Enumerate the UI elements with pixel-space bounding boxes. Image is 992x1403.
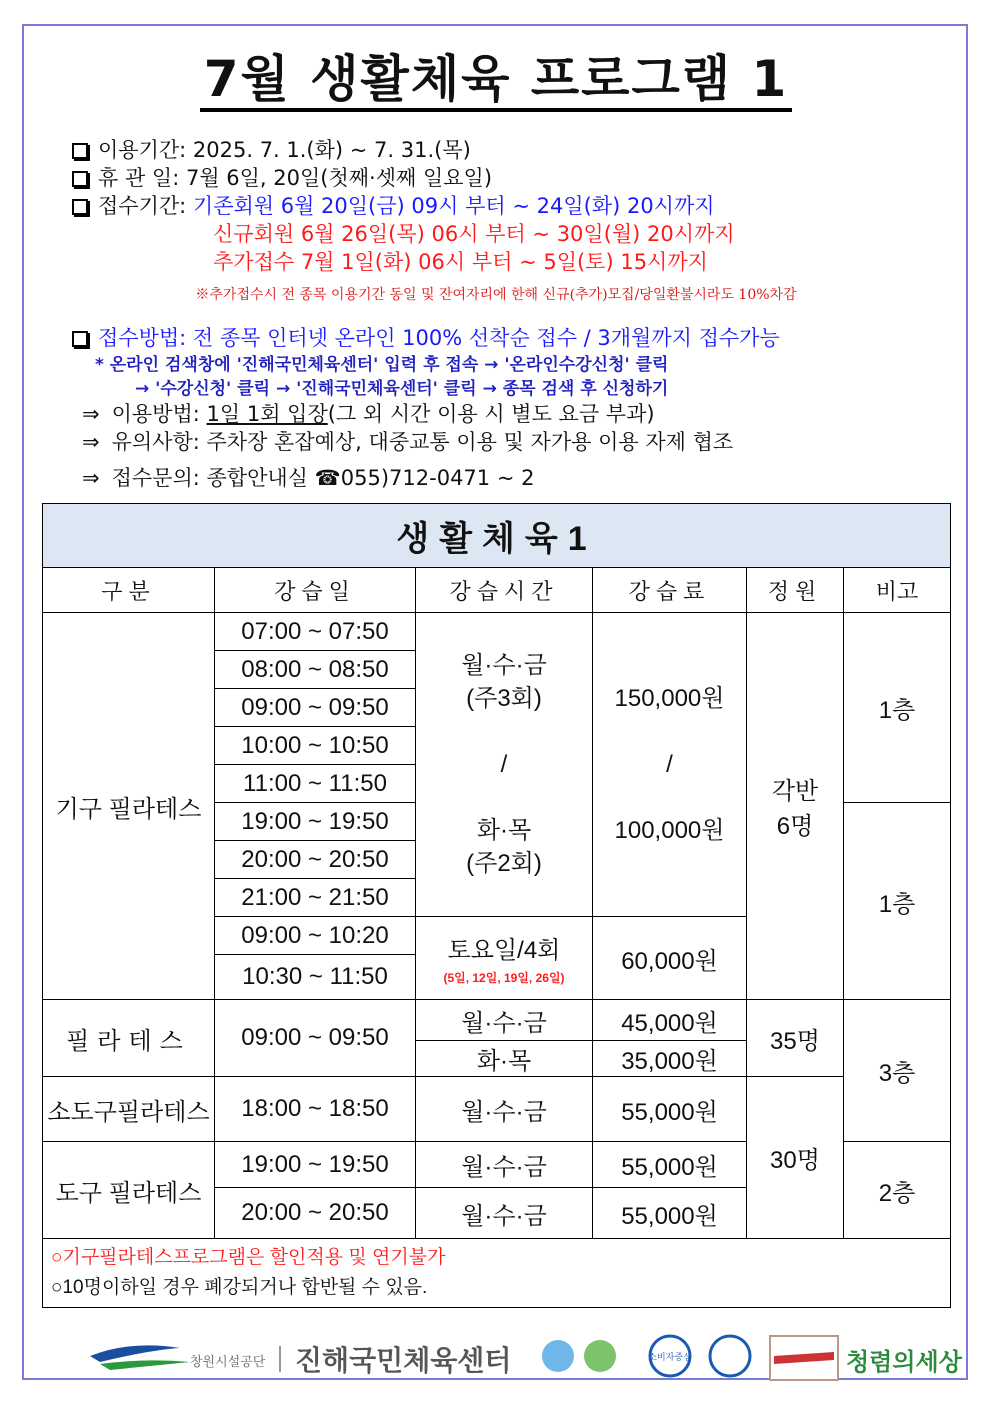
foot-note-2: ○10명이하일 경우 폐강되거나 합반될 수 있음.: [51, 1277, 428, 1298]
gigu-fee-slash: /: [666, 751, 673, 778]
sodogu-fee: 55,000원: [593, 1077, 747, 1142]
info-reg-extra: 추가접수 7월 1일(화) 06시 부터 ~ 5일(토) 15시까지: [213, 250, 708, 274]
org-logo-text: 창원시설공단: [190, 1355, 266, 1370]
gigu-fee-a: 150,000원: [614, 685, 725, 712]
info-reg-note: ※추가접수시 전 종목 이용기간 동일 및 잔여자리에 한해 신규(추가)모집/당일환불시라도 10%차감: [195, 287, 797, 303]
info-reg-new: 신규회원 6월 26일(목) 06시 부터 ~ 30일(월) 20시까지: [213, 222, 735, 246]
gigu-days-b: 화·목: [476, 817, 532, 844]
table-row: 20:00 ~ 20:50: [215, 841, 416, 879]
table-row: 08:00 ~ 08:50: [215, 651, 416, 689]
gigu-days-a: 월·수·금: [461, 652, 547, 679]
table-header: 생활체육1: [43, 504, 951, 568]
gigu-capacity: 각반 6명: [747, 613, 844, 1000]
dogu-time-2: 20:00 ~ 20:50: [215, 1188, 416, 1239]
foot-note-1: ○기구필라테스프로그램은 할인적용 및 연기불가: [51, 1247, 446, 1268]
info-method-sub1: * 온라인 검색창에 '진해국민체육센터' 입력 후 접속 → '온라인수강신청' 클릭: [95, 355, 669, 375]
gigu-fee-b: 100,000원: [614, 817, 725, 844]
pilates-fee-1: 45,000원: [593, 1000, 747, 1041]
gigu-days-a2: (주3회): [466, 685, 542, 712]
footer-logo-strip: [90, 1332, 962, 1382]
org-logo-wave-icon: [100, 1360, 190, 1370]
dogu-fee-1: 55,000원: [593, 1142, 747, 1188]
sodogu-name: 소도구필라테스: [43, 1077, 215, 1142]
table-row: 09:00 ~ 10:20: [215, 917, 416, 955]
pilates-time: 09:00 ~ 09:50: [215, 1000, 416, 1077]
gigu-saturday-dates: (5일, 12일, 19일, 26일): [443, 971, 565, 985]
info-caution: ⇒ 유의사항: 주차장 혼잡예상, 대중교통 이용 및 자가용 이용 자제 협조: [82, 430, 734, 454]
info-contact: ⇒ 접수문의: 종합안내실 ☎055)712-0471 ~ 2: [82, 466, 535, 490]
page-title: 7월 생활체육 프로그램 1: [0, 48, 992, 110]
dogu-time-1: 19:00 ~ 19:50: [215, 1142, 416, 1188]
dogu-floor: 2층: [844, 1142, 951, 1239]
table-row: 11:00 ~ 11:50: [215, 765, 416, 803]
table-row: 10:30 ~ 11:50: [215, 955, 416, 1000]
info-closed: 휴 관 일: 7월 6일, 20일(첫째·셋째 일요일): [72, 165, 492, 191]
consumer-badge-text: 소비자중심: [648, 1353, 692, 1363]
col-days: 강습일: [215, 568, 416, 613]
gigu-fees: [593, 613, 747, 917]
org-logo-icon: [90, 1345, 180, 1362]
sodogu-days: 월·수·금: [416, 1077, 593, 1142]
dogu-days-1: 월·수·금: [416, 1142, 593, 1188]
gigu-days-b2: (주2회): [466, 850, 542, 877]
dogu-name: 도구 필라테스: [43, 1142, 215, 1239]
dogu-capacity: 30명: [747, 1077, 844, 1239]
pilates-name: 필라테스: [43, 1000, 215, 1077]
info-method: 접수방법: 전 종목 인터넷 온라인 100% 선착순 접수 / 3개월까지 접수가능: [72, 325, 780, 351]
table-row: 09:00 ~ 09:50: [215, 689, 416, 727]
col-category: 구분: [43, 568, 215, 613]
pilates-capacity: 35명: [747, 1000, 844, 1077]
table-row: 19:00 ~ 19:50: [215, 803, 416, 841]
mascot-2-icon: [584, 1340, 616, 1372]
table-row: 10:00 ~ 10:50: [215, 727, 416, 765]
gigu-floor-2: 1층: [844, 803, 951, 1000]
footer-logos: [90, 1332, 962, 1382]
program-table: [42, 503, 951, 1308]
mascot-icon: [542, 1340, 574, 1372]
slogan-logo: 청렴의세상: [846, 1348, 962, 1376]
pilates-fee-2: 35,000원: [593, 1041, 747, 1077]
gigu-days: [416, 613, 593, 917]
pilates-floor: 3층: [844, 1000, 951, 1142]
gigu-name: 기구 필라테스: [43, 613, 215, 1000]
table-row: 07:00 ~ 07:50: [215, 613, 416, 651]
info-registration: 접수기간: 기존회원 6월 20일(금) 09시 부터 ~ 24일(화) 20시까지: [72, 193, 715, 219]
dogu-days-2: 월·수·금: [416, 1188, 593, 1239]
gigu-fee-sat: 60,000원: [593, 917, 747, 1000]
col-capacity: 정원: [747, 568, 844, 613]
pilates-days-1: 월·수·금: [416, 1000, 593, 1041]
col-note: 비고: [844, 568, 951, 613]
col-time: 강습시간: [416, 568, 593, 613]
gigu-saturday: 토요일/4회 (5일, 12일, 19일, 26일): [416, 917, 593, 1000]
sodogu-time: 18:00 ~ 18:50: [215, 1077, 416, 1142]
col-fee: 강습료: [593, 568, 747, 613]
info-usage: ⇒ 이용방법: 1일 1회 입장(그 외 시간 이용 시 별도 요금 부과): [82, 402, 655, 426]
gigu-floor-1: 1층: [844, 613, 951, 803]
info-method-sub2: → '수강신청' 클릭 → '진해국민체육센터' 클릭 → 종목 검색 후 신청하기: [135, 379, 669, 399]
pilates-days-2: 화·목: [416, 1041, 593, 1077]
table-row: 21:00 ~ 21:50: [215, 879, 416, 917]
info-period: 이용기간: 2025. 7. 1.(화) ~ 7. 31.(목): [72, 137, 471, 163]
center-name: 진해국민체육센터: [295, 1344, 512, 1377]
dogu-fee-2: 55,000원: [593, 1188, 747, 1239]
gigu-slash: /: [500, 751, 508, 778]
cert-badge-icon: [710, 1336, 750, 1376]
